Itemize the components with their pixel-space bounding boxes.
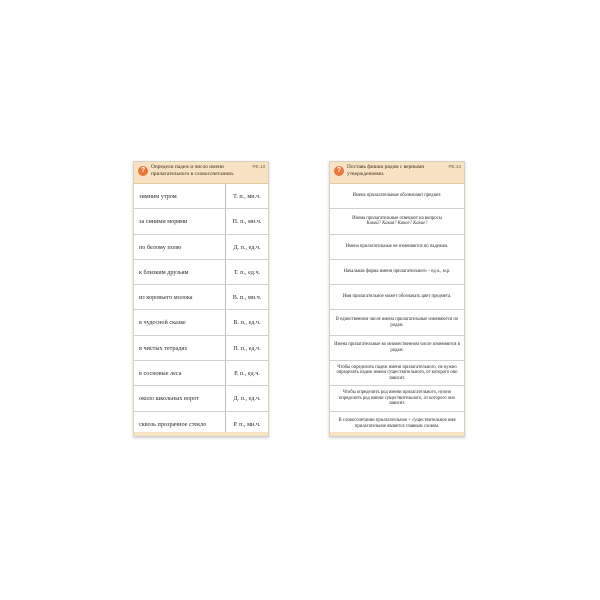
statement-text: Имя прилагательное может обозначать цвет предмета.: [342, 294, 452, 300]
answer-cell[interactable]: Д. п., ед.ч.: [233, 395, 261, 403]
question-icon: ?: [334, 166, 344, 176]
answer-cell[interactable]: В. п., ед.ч.: [233, 319, 261, 327]
statement-text: Чтобы определить род имени прилагательного, нужно определить род имени существительного, от которого оно зависит.: [338, 389, 456, 407]
statement-item[interactable]: [330, 260, 464, 285]
card-bottom-strip: [330, 432, 464, 436]
card-code: РЕ.13: [252, 164, 265, 169]
table-row: [134, 209, 268, 234]
statement-item[interactable]: [330, 386, 464, 411]
phrase-cell: из коровьего молока: [134, 285, 226, 309]
table-row: [134, 336, 268, 361]
table-row: [134, 361, 268, 386]
card-header: [330, 162, 464, 184]
statement-text: Имена прилагательные не изменяются по падежам.: [345, 243, 449, 249]
statement-item[interactable]: [330, 285, 464, 310]
phrase-cell: в сосновые леса: [134, 361, 226, 385]
statement-item[interactable]: [330, 310, 464, 335]
question-icon: ?: [138, 166, 148, 176]
table-row: [134, 235, 268, 260]
statements-card: [329, 161, 465, 437]
statement-item[interactable]: [330, 184, 464, 209]
table-row: [134, 184, 268, 209]
statement-text: Имена прилагательные обозначают предмет.: [352, 193, 442, 199]
statement-text: В словосочетании прилагательное + существительное имя прилагательное является главным словом.: [338, 418, 456, 429]
answer-cell[interactable]: Т. п., мн.ч.: [233, 193, 261, 200]
answer-cell[interactable]: Д. п., ед.ч.: [233, 243, 261, 251]
phrase-cell: зимним утром: [134, 184, 226, 208]
phrase-cell: в чудесной сказке: [134, 310, 226, 334]
statement-item[interactable]: [330, 336, 464, 361]
answer-cell[interactable]: Р. п., мн.ч.: [233, 420, 261, 428]
statement-questions: Какой? Какая? Какое? Какие?: [366, 221, 428, 227]
card-title: Поставь фишки рядом с верными утверждениями.: [347, 164, 425, 177]
statement-text: Имена прилагательные во множественном числе изменяются в родам.: [334, 342, 460, 353]
statement-text: Имена прилагательные отвечают на вопросы: [352, 215, 442, 221]
case-number-card: [133, 161, 269, 437]
card-code: РЕ.14: [448, 164, 461, 169]
answer-cell[interactable]: Т. п., ед.ч.: [233, 268, 261, 276]
phrase-cell: за синими морями: [134, 209, 226, 233]
answer-cell[interactable]: Р. п., ед.ч.: [234, 370, 260, 378]
answer-cell[interactable]: П. п., мн.ч.: [232, 218, 262, 226]
statement-text: Начальная форма имени прилагательного – ед.ч., м.р.: [343, 269, 451, 275]
card-title: Определи падеж и число имени прилагательного в словосочетаниях.: [151, 164, 235, 177]
statement-item[interactable]: [330, 209, 464, 234]
phrase-cell: около школьных ворот: [134, 386, 226, 410]
table-row: [134, 260, 268, 285]
statement-text: Чтобы определить падеж имени прилагательного, не нужно определять падеж имени существительного, от которого оно зависит.: [336, 364, 458, 382]
statement-text: В единственном числе имена прилагательные изменяются по родам.: [335, 316, 459, 328]
table-row: [134, 386, 268, 411]
statement-item[interactable]: [330, 235, 464, 260]
answer-cell[interactable]: П. п., ед.ч.: [233, 344, 261, 352]
phrase-cell: в чистых тетрадях: [134, 336, 226, 360]
phrase-cell: по белому полю: [134, 235, 226, 259]
card-bottom-strip: [134, 432, 268, 436]
phrase-cell: к близким друзьям: [134, 260, 226, 284]
card-header: [134, 162, 268, 184]
table-row: [134, 310, 268, 335]
statement-item[interactable]: [330, 361, 464, 386]
statement-list: [330, 184, 464, 432]
table-row: [134, 285, 268, 310]
phrase-table: [134, 184, 268, 432]
answer-cell[interactable]: В. п., мн.ч.: [232, 294, 262, 302]
phrase-cell: сквозь прозрачное стекло: [134, 412, 226, 436]
